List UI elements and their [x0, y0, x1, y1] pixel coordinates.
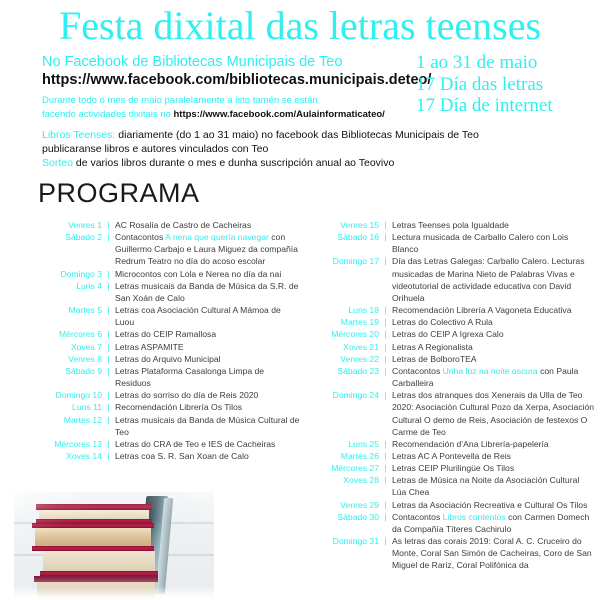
- program-entry-separator: |: [107, 438, 110, 449]
- program-entry: [30, 304, 302, 328]
- program-entry-date: Luns 18: [348, 305, 379, 316]
- program-entry-separator: |: [384, 353, 387, 364]
- program-entry-separator: |: [107, 280, 110, 291]
- facebook-url-link[interactable]: https://www.facebook.com/bibliotecas.municipais.deteo/: [42, 72, 432, 88]
- blurb-block: [42, 128, 572, 170]
- program-entry-separator: |: [107, 390, 110, 401]
- program-entry-separator: |: [107, 402, 110, 413]
- aula-informatica-url-link[interactable]: https://www.facebook.com/Aulainformaticateo/: [173, 108, 385, 120]
- date-highlight-3: 17 Día de internet: [416, 95, 553, 116]
- programa-heading: PROGRAMA: [38, 178, 200, 208]
- program-entry-separator: |: [384, 450, 387, 461]
- program-entry-date: Sábado 30: [337, 511, 379, 522]
- program-entry-date: Martes 19: [340, 317, 379, 328]
- program-entry-description: Contacontos A nena que quería navegar con Guillermo Carbajo e Laura Miguez da compañía Redrum Teatro no día do acoso escolar: [115, 232, 298, 267]
- blurb-line-3-text: de varios libros durante o mes e dunha suscripción anual ao Teovivo: [72, 157, 395, 169]
- program-entry-description: Letras do Arquivo Municipal: [115, 353, 221, 364]
- date-highlight-2: 17 Día das letras: [416, 73, 544, 95]
- header-dates-block: [402, 52, 592, 117]
- program-entry-date: Venres 8: [68, 353, 102, 364]
- program-entry-separator: |: [384, 536, 387, 547]
- program-entry: [303, 450, 595, 462]
- program-entry-description: Letras do CEIP Ramallosa: [115, 329, 217, 340]
- program-entry-separator: |: [107, 329, 110, 340]
- program-entry-description: Letras do CRA de Teo e IES de Cacheiras: [115, 438, 276, 449]
- program-entry-description: As letras das corais 2019: Coral A. C. Cruceiro do Monte, Coral San Simón de Cacheiras, Coro de San Miguel de Rariz, Coral Polifónica da: [392, 536, 592, 571]
- program-entry-description: Letras musicais da Banda de Música da S.R. de San Xoán de Calo: [115, 280, 299, 303]
- program-entry-description: Letras ASPAMITE: [115, 341, 184, 352]
- program-entry-date: Venres 1: [68, 220, 102, 230]
- blurb-line-1-text: diariamente (do 1 ao 31 maio) no facebook das Bibliotecas Municipais de Teo: [115, 129, 479, 141]
- program-entry-description: Recomendación Librería A Vagoneta Educativa: [392, 305, 572, 316]
- program-entry-separator: |: [107, 305, 110, 316]
- program-entry: [30, 268, 302, 280]
- header-note: [42, 94, 412, 121]
- program-entry: [303, 316, 595, 328]
- program-entry-separator: |: [384, 317, 387, 328]
- blurb-line-2: publicaranse libros e autores vinculados con Teo: [42, 143, 269, 155]
- program-entry-date: Domingo 10: [55, 390, 102, 401]
- program-entry-date: Domingo 24: [332, 390, 379, 401]
- program-entry-description: Letras coa S. R. San Xoan de Calo: [115, 450, 249, 461]
- program-entry: [303, 535, 595, 571]
- program-entry-separator: |: [107, 450, 110, 461]
- program-entry-separator: |: [384, 475, 387, 486]
- program-entry: [30, 438, 302, 450]
- program-entry-description: Letras AC A Pontevella de Reis: [392, 450, 511, 461]
- program-entry-date: Luns 4: [76, 280, 102, 291]
- program-entry-separator: |: [384, 341, 387, 352]
- program-entry-date: Sábado 9: [65, 365, 102, 376]
- program-entry-date: Luns 11: [72, 402, 102, 413]
- program-entry: [30, 365, 302, 389]
- program-entry: [30, 341, 302, 353]
- program-entry: [303, 462, 595, 474]
- program-entry-date: Mércores 6: [59, 329, 102, 340]
- program-entry-date: Martes 5: [68, 305, 102, 316]
- program-entry-description: Letras coa Asociación Cultural A Mámoa de Luou: [115, 305, 281, 328]
- blurb-label-libros-teenses: Libros Teenses:: [42, 129, 116, 141]
- program-entry-highlight-title: A nena que quería navegar: [165, 232, 269, 243]
- program-entry-description: Letras do CEIP A Igrexa Calo: [392, 329, 504, 340]
- program-entry-separator: |: [107, 365, 110, 376]
- program-entry-separator: |: [384, 499, 387, 510]
- program-entry: [303, 474, 595, 498]
- program-entry-description: Letras CEIP Plurilingüe Os Tilos: [392, 463, 515, 474]
- program-entry-separator: |: [107, 353, 110, 364]
- program-entry-date: Mércores 20: [331, 329, 379, 340]
- program-entry: [30, 401, 302, 413]
- program-entry-separator: |: [384, 390, 387, 401]
- program-entry-separator: |: [107, 232, 110, 243]
- program-entry: [30, 353, 302, 365]
- program-entry-separator: |: [384, 511, 387, 522]
- program-entry: [30, 389, 302, 401]
- program-entry-separator: |: [107, 414, 110, 425]
- date-highlight-1: 1 ao 31 de maio: [416, 52, 538, 73]
- program-entry-separator: |: [384, 463, 387, 474]
- program-entry-separator: |: [107, 268, 110, 279]
- page-title: Festa dixital das letras teenses: [58, 3, 542, 48]
- program-entry-separator: |: [384, 256, 387, 267]
- program-entry: [303, 511, 595, 535]
- program-column-left: [30, 219, 302, 462]
- program-entry-date: Xoves 21: [343, 341, 379, 352]
- program-entry-description: Letras do Colectivo A Rula: [392, 317, 493, 328]
- program-entry-highlight-title: Unha luz na noite oscura: [442, 365, 538, 376]
- program-entry-date: Xoves 28: [343, 475, 379, 486]
- program-entry: [303, 304, 595, 316]
- program-entry-separator: |: [384, 305, 387, 316]
- header-left-block: [42, 53, 432, 121]
- program-entry-date: Xoves 14: [66, 450, 102, 461]
- program-entry-description: Recomendación Librería Os Tilos: [115, 402, 243, 413]
- program-entry: [30, 328, 302, 340]
- program-column-right: [303, 219, 595, 572]
- program-entry-date: Sábado 23: [337, 365, 379, 376]
- program-entry-date: Sábado 2: [65, 232, 102, 243]
- blurb-line-1: [42, 128, 572, 142]
- facebook-line: No Facebook de Bibliotecas Municipais de Teo: [42, 54, 343, 70]
- program-entry: [30, 219, 302, 231]
- program-entry-description: Recomendación d’Ana Librería-papelería: [392, 438, 549, 449]
- program-entry-separator: |: [384, 365, 387, 376]
- program-entry-date: Mércores 13: [54, 438, 102, 449]
- program-entry-date: Domingo 3: [60, 268, 102, 279]
- program-entry: [303, 341, 595, 353]
- program-entry-date: Venres 22: [340, 353, 379, 364]
- program-entry-date: Domingo 31: [332, 536, 379, 547]
- header-note-prefix: facendo actividades dixitais no: [42, 108, 174, 120]
- program-entry-description: AC Rosalía de Castro de Cacheiras: [115, 220, 252, 230]
- program-entry-date: Martes 12: [63, 414, 102, 425]
- program-entry-description: Contacontos Libros contentos con Carmen Domech da Compañía Títeres Cachirulo: [392, 511, 590, 534]
- blurb-label-sorteo: Sorteo: [42, 157, 73, 169]
- program-entry: [303, 219, 595, 231]
- program-entry: [30, 231, 302, 267]
- program-entry: [30, 280, 302, 304]
- program-entry-date: Mércores 27: [331, 463, 379, 474]
- program-entry-date: Luns 25: [348, 438, 379, 449]
- program-entry: [303, 365, 595, 389]
- program-entry-description: Letras de Música na Noite da Asociación Cultural Lúa Chea: [392, 475, 580, 498]
- program-entry: [303, 499, 595, 511]
- program-entry-description: Día das Letras Galegas: Carballo Calero. Lecturas musicadas de Marina Nieto de Palabras Vivas e videotutorial de actividade educativa con David Orihuela: [392, 256, 585, 303]
- program-entry-separator: |: [384, 329, 387, 340]
- program-entry-separator: |: [107, 341, 110, 352]
- program-entry-date: Martes 26: [340, 450, 379, 461]
- program-entry: [303, 328, 595, 340]
- program-entry: [303, 389, 595, 438]
- program-entry-separator: |: [384, 220, 387, 230]
- header-note-line-2: [42, 108, 412, 122]
- program-entry-description: Letras A Regionalista: [392, 341, 473, 352]
- program-entry: [30, 414, 302, 438]
- program-entry-date: Venres 29: [340, 499, 379, 510]
- program-entry-separator: |: [107, 220, 110, 230]
- program-entry-description: Contacontos Unha luz na noite oscura con Paula Carballeira: [392, 365, 579, 389]
- program-entry-description: Letras dos atranques dos Xenerais da Ulla de Teo 2020: Asociación Cultural Pozo da Xerpa, Asociación Cultural O demo de Reis, Asociación de festexos O Carme de Teo: [392, 390, 595, 437]
- program-entry-description: Letras musicais da Banda de Música Cultural de Teo: [115, 414, 300, 437]
- program-entry-date: Sábado 16: [337, 232, 379, 243]
- program-entry-description: Letras de BolboroTEA: [392, 353, 477, 364]
- program-entry-description: Letras do sorriso do día de Reis 2020: [115, 390, 259, 401]
- program-entry-date: Domingo 17: [332, 256, 379, 267]
- program-entry: [303, 353, 595, 365]
- program-entry-highlight-title: Libros contentos: [442, 511, 506, 522]
- program-entry-description: Letras da Asociación Recreativa e Cultural Os Tilos: [392, 499, 588, 510]
- program-entry-separator: |: [384, 232, 387, 243]
- program-entry-date: Xoves 7: [70, 341, 102, 352]
- program-entry-description: Letras Teenses pola Igualdade: [392, 220, 509, 230]
- header-note-line-1: Durante todo o mes de maio paralelamente a isto tamén se están: [42, 95, 318, 106]
- program-entry: [303, 255, 595, 304]
- program-entry-description: Lectura musicada de Carballo Calero con Lois Blanco: [392, 232, 569, 255]
- program-entry: [303, 231, 595, 255]
- program-entry-description: Letras Plataforma Casalonga Limpa de Residuos: [115, 365, 265, 389]
- program-entry: [30, 450, 302, 462]
- program-entry-separator: |: [384, 438, 387, 449]
- program-entry-description: Microcontos con Lola e Nerea no día da nai: [115, 268, 282, 279]
- program-entry-date: Venres 15: [340, 220, 379, 230]
- program-entry: [303, 438, 595, 450]
- blurb-line-3: [42, 156, 572, 170]
